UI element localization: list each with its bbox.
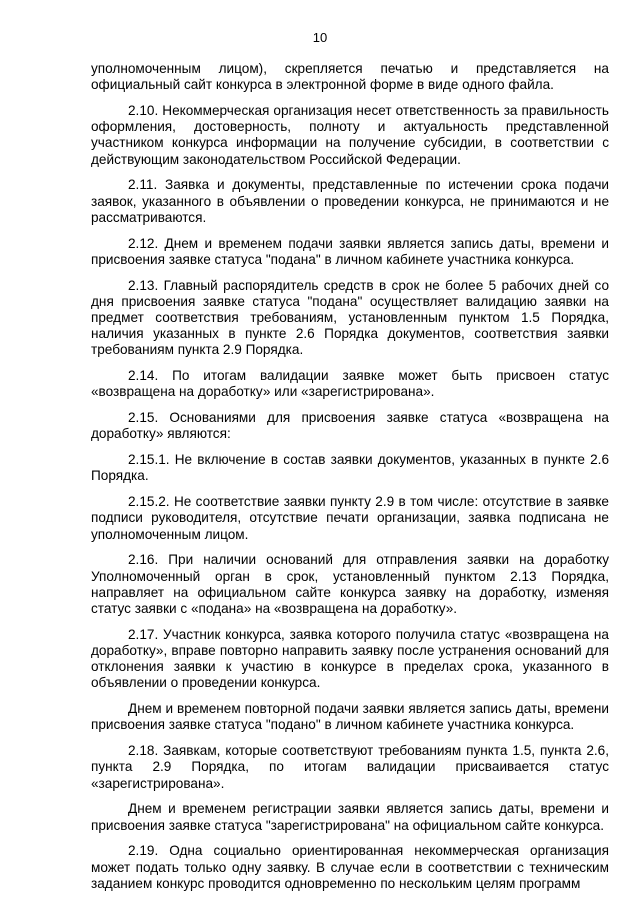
paragraph-2-15-1: 2.15.1. Не включение в состав заявки документов, указанных в пункте 2.6 Порядка. (91, 452, 609, 484)
paragraph-2-12: 2.12. Днем и временем подачи заявки является запись даты, времени и присвоения заявке статуса "подана" в личном кабинете участника конкурса. (91, 235, 609, 267)
paragraph-2-17-resubmission: Днем и временем повторной подачи заявки является запись даты, времени присвоения заявке статуса "подано" в личном кабинете участника конкурса. (91, 701, 609, 733)
paragraph-2-13: 2.13. Главный распорядитель средств в срок не более 5 рабочих дней со дня присвоения заявке статуса "подана" осуществляет валидацию заявки на предмет соответствия требованиям, установленным пунктом 1.5 Порядка, наличия указанных в пункте 2.6 Порядка документов, соответствия заявки требованиям пункта 2.9 Порядка. (91, 277, 609, 358)
paragraph-2-10: 2.10. Некоммерческая организация несет ответственность за правильность оформления, достоверность, полноту и актуальность представленной участником конкурса информации на получение субсидии, в соответствии с действующим законодательством Российской Федерации. (91, 103, 609, 167)
paragraph-2-11: 2.11. Заявка и документы, представленные по истечении срока подачи заявок, указанного в объявлении о проведении конкурса, не принимаются и не рассматриваются. (91, 177, 609, 225)
paragraph-2-14: 2.14. По итогам валидации заявке может быть присвоен статус «возвращена на доработку» или «зарегистрирована». (91, 368, 609, 400)
paragraph-2-17: 2.17. Участник конкурса, заявка которого получила статус «возвращена на доработку», вправе повторно направить заявку после устранения оснований для отклонения заявки к участию в конкурсе в пределах срока, указанного в объявлении о проведении конкурса. (91, 626, 609, 691)
paragraph-2-16: 2.16. При наличии оснований для отправления заявки на доработку Уполномоченный орган в срок, установленный пунктом 2.13 Порядка, направляет на официальном сайте конкурса заявку на доработку, изменяя статус заявки с «подана» на «возвращена на доработку». (91, 552, 609, 617)
paragraph-2-15-2: 2.15.2. Не соответствие заявки пункту 2.9 в том числе: отсутствие в заявке подписи руководителя, отсутствие печати организации, заявка подписана не уполномоченным лицом. (91, 494, 609, 542)
paragraph-continuation: уполномоченным лицом), скрепляется печатью и представляется на официальный сайт конкурса в электронной форме в виде одного файла. (91, 61, 609, 93)
paragraph-2-15: 2.15. Основаниями для присвоения заявке статуса «возвращена на доработку» являются: (91, 410, 609, 442)
page-number: 10 (312, 30, 328, 45)
paragraph-2-18-registration: Днем и временем регистрации заявки является запись даты, времени и присвоения заявке статуса "зарегистрирована" на официальном сайте конкурса. (91, 801, 609, 833)
paragraph-2-19: 2.19. Одна социально ориентированная некоммерческая организация может подать только одну заявку. В случае если в соответствии с техническим заданием конкурс проводится одновременно по нескольким целям программ (91, 843, 609, 891)
paragraph-2-18: 2.18. Заявкам, которые соответствуют требованиям пункта 1.5, пункта 2.6, пункта 2.9 Порядка, по итогам валидации присваивается статус «зарегистрирована». (91, 743, 609, 791)
document-body (91, 61, 609, 902)
